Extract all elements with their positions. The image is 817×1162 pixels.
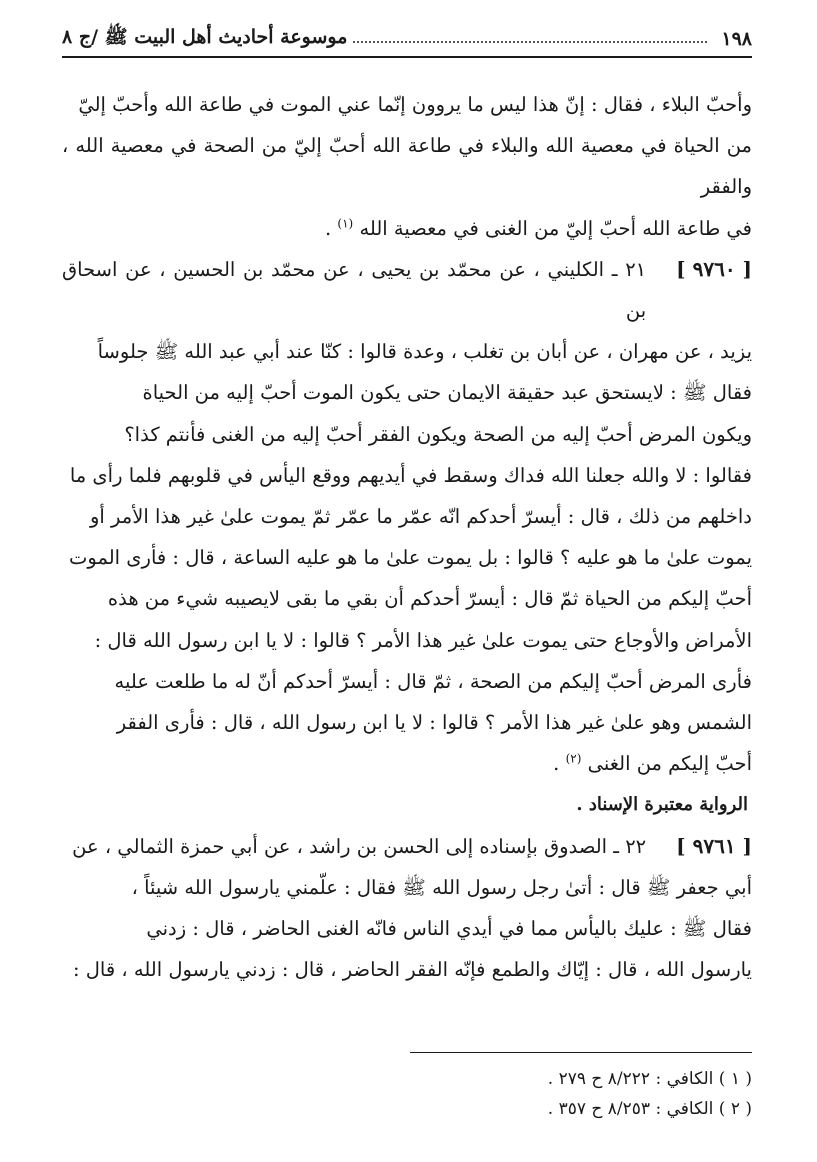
text-line: يزيد ، عن مهران ، عن أبان بن تغلب ، وعدة قالوا : كنّا عند أبي عبد الله ﷺ جلوساً — [97, 340, 752, 364]
header-dot-leader — [353, 41, 707, 43]
footnotes — [62, 1064, 752, 1124]
text-line: ويكون المرض أحبّ إليه من الصحة ويكون الفقر أحبّ إليه من الغنى فأنتم كذا؟ — [124, 422, 752, 446]
page-number: ١٩٨ — [721, 28, 752, 50]
footnote: ( ٢ ) الكافي : ٨/٢٥٣ ح ٣٥٧ . — [547, 1099, 752, 1119]
text-line: فقال ﷺ : عليك باليأس مما في أيدي الناس فانّه الغنى الحاضر ، قال : زدني — [146, 917, 752, 941]
text-run: أحبّ إليكم من الغنى — [587, 752, 752, 776]
text-line: فقال ﷺ : لايستحق عبد حقيقة الايمان حتى يكون الموت أحبّ إليه من الحياة — [142, 381, 752, 405]
hadith-heading — [62, 826, 752, 867]
body-text — [62, 84, 752, 990]
running-header — [62, 22, 752, 58]
text-line — [62, 208, 752, 249]
text-line: فأرى المرض أحبّ إليكم من الصحة ، ثمّ قال : أيسرّ أحدكم أنّ له ما طلعت عليه — [114, 669, 752, 693]
text-line: يموت علىٰ ما هو عليه ؟ قالوا : بل يموت علىٰ ما هو عليه الساعة ، قال : فأرى الموت — [69, 546, 752, 570]
text-line: أحبّ إليكم من الحياة ثمّ قال : أيسرّ أحدكم أن بقي ما بقى لايصيبه شيء من هذه — [107, 587, 752, 611]
text-line: الأمراض والأوجاع حتى يموت علىٰ غير هذا الأمر ؟ قالوا : لا يا ابن رسول الله قال : — [94, 628, 752, 652]
text-line: ٢١ ـ الكليني ، عن محمّد بن يحيى ، عن محمّد بن الحسين ، عن اسحاق بن — [62, 257, 647, 323]
text-line: فقالوا : لا والله جعلنا الله فداك وسقط في أيديهم ووقع اليأس في قلوبهم فلما رأى ما — [69, 463, 752, 487]
punctuation: . — [325, 216, 338, 240]
text-line — [62, 743, 752, 784]
footnote-separator — [410, 1052, 752, 1053]
book-title: موسوعة أحاديث أهل البيت ﷺ /ج ٨ — [62, 26, 348, 48]
book-page — [62, 22, 752, 1142]
footnote-ref: (١) — [337, 216, 354, 231]
text-line: داخلهم من ذلك ، قال : أيسرّ أحدكم انّه عمّر ما عمّر ثمّ يموت علىٰ غير هذا الأمر أو — [89, 505, 752, 529]
text-line: ٢٢ ـ الصدوق بإسناده إلى الحسن بن راشد ، عن أبي حمزة الثمالي ، عن — [72, 834, 647, 858]
hadith-number: [ ٩٧٦١ ] — [676, 833, 752, 858]
hadith-heading — [62, 249, 752, 331]
chain-grading: الرواية معتبرة الإسناد . — [576, 794, 748, 816]
hadith-number: [ ٩٧٦٠ ] — [676, 256, 752, 281]
footnote-ref: (٢) — [565, 751, 582, 766]
text-line: من الحياة في معصية الله والبلاء في طاعة الله أحبّ إليّ من الصحة في معصية الله ، والفقر — [62, 134, 752, 199]
text-line: وأحبّ البلاء ، فقال : إنّ هذا ليس ما يروون إنّما عني الموت في طاعة الله وأحبّ إليّ — [78, 93, 752, 116]
text-run: في طاعة الله أحبّ إليّ من الغنى في معصية الله — [359, 216, 752, 240]
text-line: الشمس وهو علىٰ غير هذا الأمر ؟ قالوا : لا يا ابن رسول الله ، قال : فأرى الفقر — [116, 711, 752, 735]
punctuation: . — [553, 752, 566, 776]
footnote: ( ١ ) الكافي : ٨/٢٢٢ ح ٢٧٩ . — [547, 1069, 752, 1089]
text-line: أبي جعفر ﷺ قال : أتىٰ رجل رسول الله ﷺ فقال : علّمني يارسول الله شيئاً ، — [131, 875, 752, 899]
text-line: يارسول الله ، قال : إيّاك والطمع فإنّه الفقر الحاضر ، قال : زدني يارسول الله ، قال : — [73, 958, 752, 982]
